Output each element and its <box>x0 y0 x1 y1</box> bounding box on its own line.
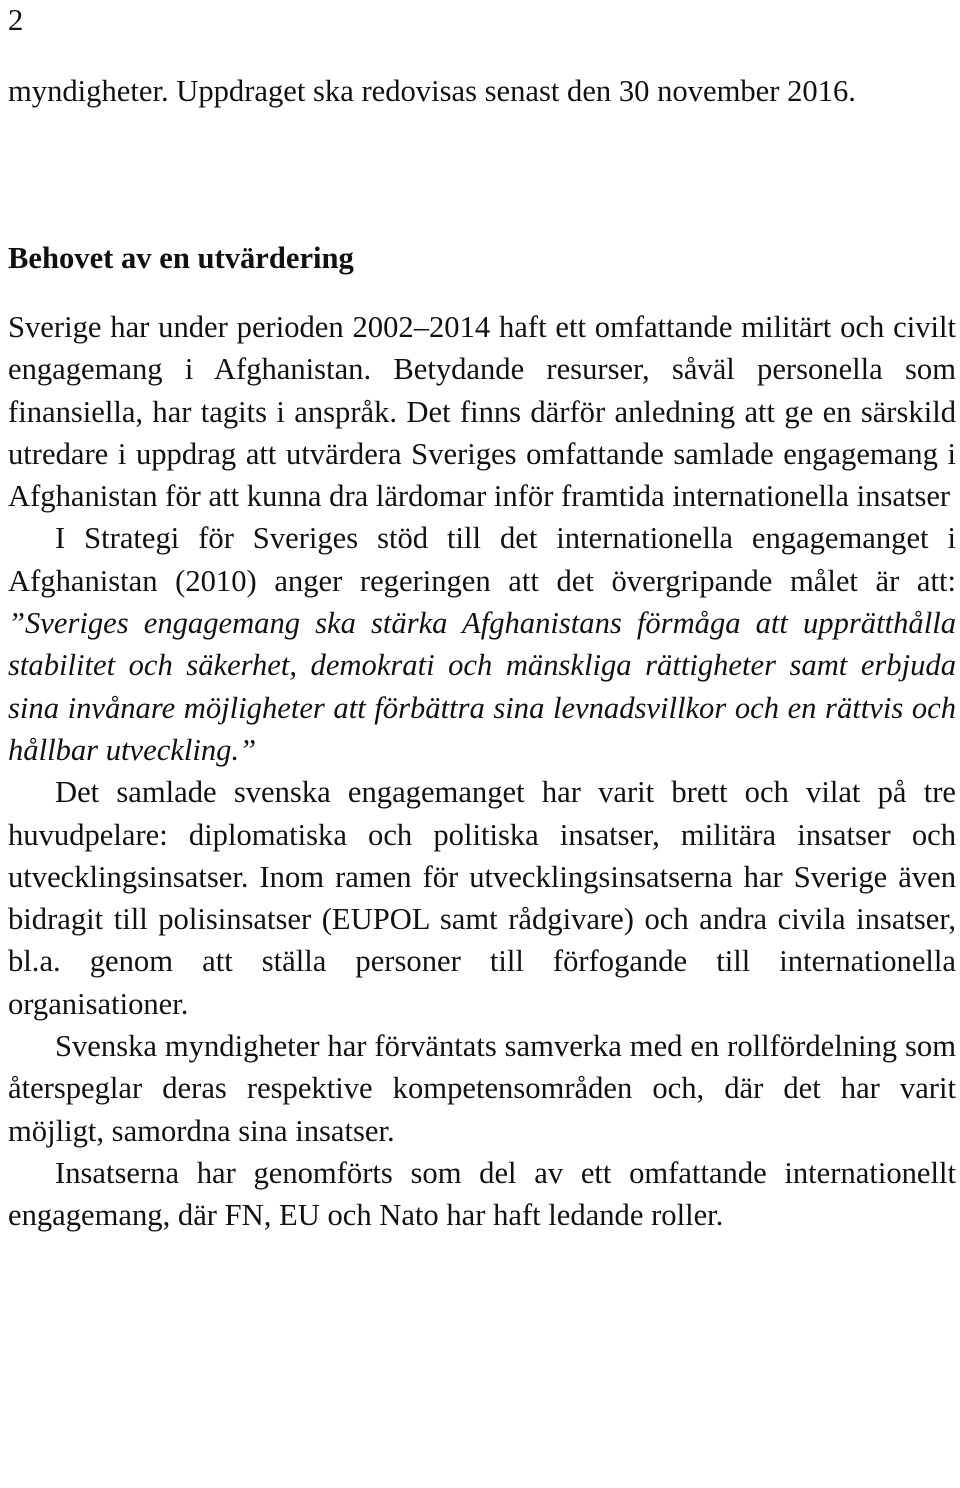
paragraph-2-quote: ”Sveriges engagemang ska stärka Afghanistans förmåga att upprätthålla stabilitet och säkerhet, demokrati och mänskliga rättigheter samt erbjuda sina invånare möjligheter att förbättra sina levnadsvillkor och en rättvis och hållbar utveckling.” <box>8 606 956 767</box>
paragraph-4: Svenska myndigheter har förväntats samverka med en rollfördelning som återspeglar deras respektive kompetensområden och, där det har varit möjligt, samordna sina insatser. <box>8 1029 956 1148</box>
paragraph-3: Det samlade svenska engagemanget har varit brett och vilat på tre huvudpelare: diplomatiska och politiska insatser, militära insatser och utvecklingsinsatser. Inom ramen för utvecklingsinsatserna har Sverige även bidragit till polisinsatser (EUPOL samt rådgivare) och andra civila insatser, bl.a. genom att ställa personer till förfogande till internationella organisationer. <box>8 775 956 1021</box>
paragraph-5: Insatserna har genomförts som del av ett omfattande internationellt engagemang, där FN, EU och Nato har haft ledande roller. <box>8 1155 956 1233</box>
section-heading: Behovet av en utvärdering <box>8 241 354 275</box>
intro-paragraph: myndigheter. Uppdraget ska redovisas senast den 30 november 2016. <box>8 74 856 108</box>
paragraph-1: Sverige har under perioden 2002–2014 haft ett omfattande militärt och civilt engagemang i Afghanistan. Betydande resurser, såväl personella som finansiella, har tagits i anspråk. Det finns därför anledning att ge en särskild utredare i uppdrag att utvärdera Sveriges omfattande samlade engagemang i Afghanistan för att kunna dra lärdomar inför framtida internationella insatser <box>8 310 956 514</box>
section-body <box>8 306 956 1237</box>
paragraph-2 <box>8 517 956 771</box>
page-number: 2 <box>8 3 24 37</box>
paragraph-2-lead: I Strategi för Sveriges stöd till det internationella engagemanget i Afghanistan (2010) anger regeringen att det övergripande målet är att: <box>8 521 956 598</box>
